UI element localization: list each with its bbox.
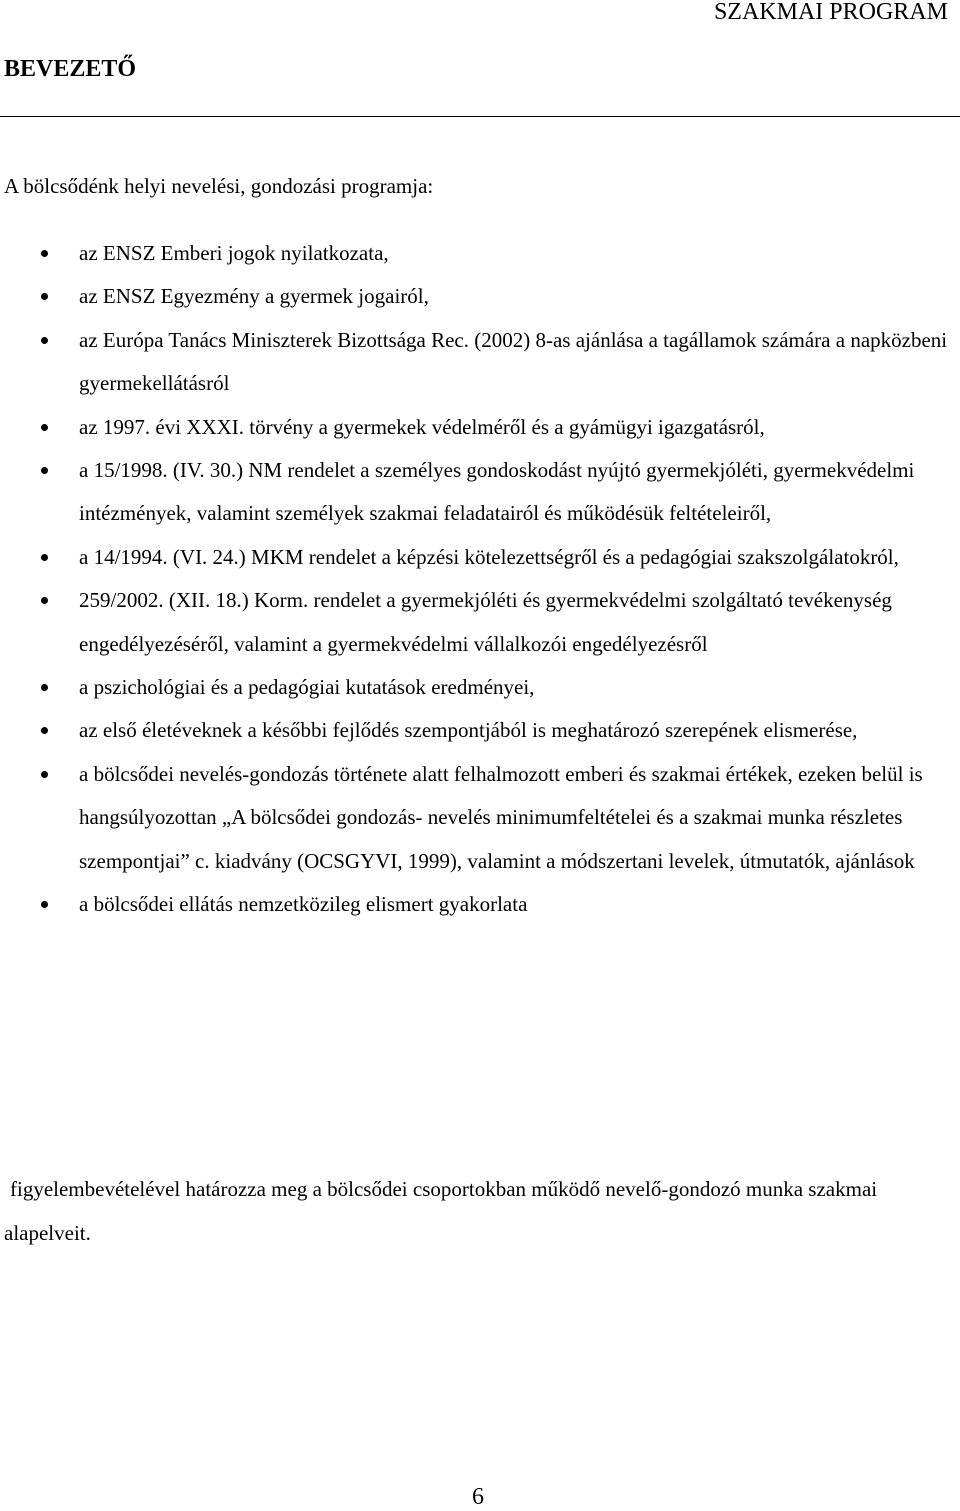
bullet-icon [41,467,48,474]
bullet-icon [41,771,48,778]
list-item [0,449,960,536]
list-item-text: a bölcsődei nevelés-gondozás története alatt felhalmozott emberi és szakmai értékek, ezeken belül is hangsúlyozottan „A bölcsődei gondozás- nevelés minimumfeltételei és a szakmai munka részletes szempontjai” c. kiadvány (OCSGYVI, 1999), valamint a módszertani levelek, útmutatók, ajánlások [79,761,923,873]
list-item-text: 259/2002. (XII. 18.) Korm. rendelet a gyermekjóléti és gyermekvédelmi szolgáltató tevékenység engedélyezéséről, valamint a gyermekvédelmi vállalkozói engedélyezésről [79,588,892,656]
bullet-icon [41,337,48,344]
list-item [0,709,960,752]
running-header: SZAKMAI PROGRAM [713,0,948,25]
bullet-icon [41,293,48,300]
list-item [0,319,960,406]
bullet-icon [41,727,48,734]
header-divider [0,116,960,117]
list-item-text: a bölcsődei ellátás nemzetközileg elismert gyakorlata [79,892,528,917]
list-item [0,753,960,883]
page-number: 6 [472,1484,484,1510]
legal-basis-list [0,232,960,927]
bullet-icon [41,597,48,604]
list-item-text: a 15/1998. (IV. 30.) NM rendelet a személyes gondoskodást nyújtó gyermekjóléti, gyermekvédelmi intézmények, valamint személyek szakmai feladatairól és működésük feltételeiről, [79,458,915,526]
list-item-text: az első életéveknek a későbbi fejlődés szempontjából is meghatározó szerepének elismerése, [79,718,858,743]
list-item [0,406,960,449]
list-item [0,579,960,666]
bullet-icon [41,901,48,908]
list-item [0,666,960,709]
list-item [0,275,960,318]
bullet-icon [41,250,48,257]
list-item-text: az 1997. évi XXXI. törvény a gyermekek védelméről és a gyámügyi igazgatásról, [79,414,765,439]
list-item-text: a pszichológiai és a pedagógiai kutatások eredményei, [79,675,535,700]
bullet-icon [41,684,48,691]
bullet-icon [41,554,48,561]
list-item-text: az ENSZ Egyezmény a gyermek jogairól, [79,284,429,309]
section-title: BEVEZETŐ [4,56,137,82]
closing-paragraph: figyelembevételével határozza meg a bölcsődei csoportokban működő nevelő-gondozó munka szakmai alapelveit. [4,1177,878,1245]
intro-paragraph: A bölcsődénk helyi nevelési, gondozási programja: [4,174,434,198]
list-item-text: az ENSZ Emberi jogok nyilatkozata, [79,241,389,265]
list-item [0,883,960,926]
bullet-icon [41,424,48,431]
list-item-text: a 14/1994. (VI. 24.) MKM rendelet a képzési kötelezettségről és a pedagógiai szakszolgálatokról, [79,544,899,569]
list-item [0,232,960,275]
list-item-text: az Európa Tanács Miniszterek Bizottsága Rec. (2002) 8-as ajánlása a tagállamok számára a napközbeni gyermekellátásról [79,327,948,396]
list-item [0,536,960,579]
